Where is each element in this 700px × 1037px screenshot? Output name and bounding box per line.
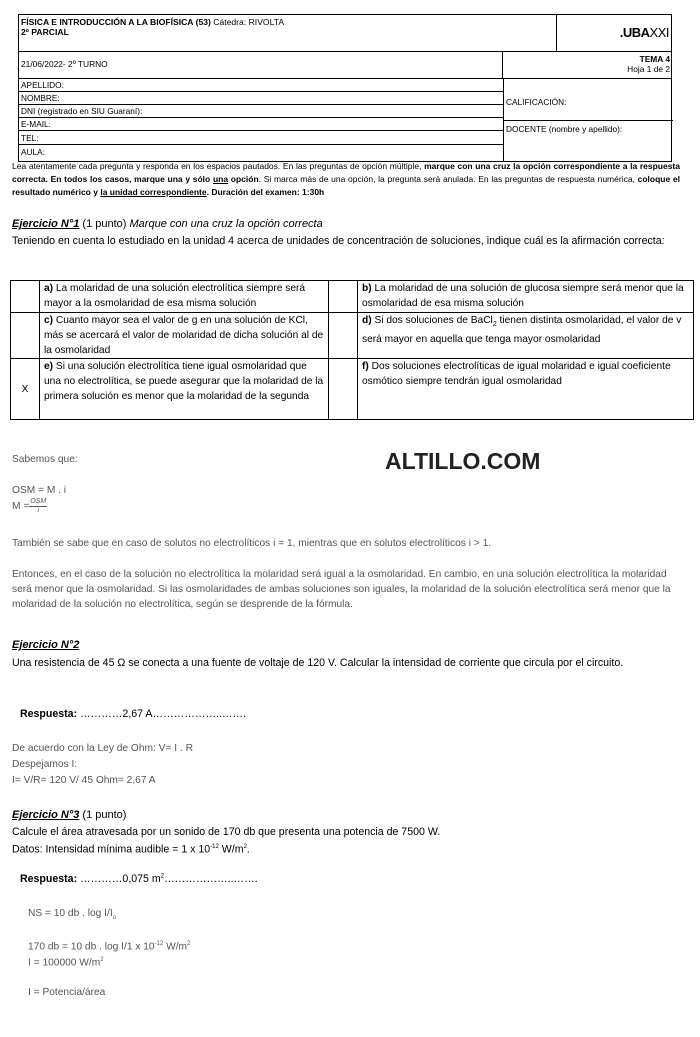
- ej1-statement: Teniendo en cuenta lo estudiado en la unidad 4 acerca de unidades de concentración de soluciones, indique cuál es la afirmación correcta:: [12, 235, 665, 247]
- instructions: Lea atentamente cada pregunta y responda en los espacios pautados. En las preguntas de opción múltiple, marque con una cruz la opción correspondiente a la respuesta correcta. En todos los casos, marque una y sólo una opción. Si marca más de una opción, la pregunta será anulada. En las preguntas de respuesta numérica, coloque el resultado numérico y la unidad correspondiente. Duración del examen: 1:30h: [12, 161, 680, 197]
- option-e[interactable]: e) Si una solución electrolítica tiene igual osmolaridad que una no electrolítica, se puede asegurar que la molaridad de la primera solución es menor que la molaridad de la segunda: [40, 359, 329, 420]
- field-email[interactable]: E-MAIL:: [19, 118, 503, 131]
- field-tel[interactable]: TEL:: [19, 132, 503, 145]
- calificacion-field[interactable]: CALIFICACIÓN:: [506, 97, 567, 107]
- sol3-line3: I = 100000 $W/m^2$: [28, 957, 104, 969]
- sol1-p1: También se sabe que en caso de solutos no electrolíticos i = 1, mientras que en solutos electrolíticos i > 1.: [12, 538, 492, 549]
- field-aula[interactable]: AULA:: [21, 147, 45, 157]
- ej1-heading: Ejercicio N°1 (1 punto) Marque con una cruz la opción correcta: [12, 218, 323, 230]
- sol2-line1: De acuerdo con la Ley de Ohm: V= I . R: [12, 743, 193, 754]
- sol3-line2: 170 db = 10 db . log I/1 x $10^{-12}$ $W/m^2$: [28, 941, 191, 953]
- sol3-line1: NS = 10 db . $\log I/I_o$: [28, 908, 117, 922]
- option-e-mark[interactable]: X: [11, 359, 40, 420]
- ej2-answer: Respuesta: …………2,67 A………………..…….: [20, 708, 247, 720]
- option-b-mark[interactable]: [329, 281, 358, 313]
- tema-label: TEMA 4: [639, 54, 670, 64]
- sol1-p2: Entonces, en el caso de la solución no electrolítica la molaridad será igual a la osmolaridad. En cambio, en una solución electrolítica la molaridad será menor que la osmolaridad. Si las osmolaridades de ambas soluciones son iguales, la molaridad de la solución electrolítica será menor que la molaridad de la solución no electrolítica, según se desprende de la fórmula.: [12, 569, 671, 610]
- ej3-data: Datos: Intensidad mínima audible = 1 x $10^{-12}$ $W/m^2$.: [12, 843, 250, 856]
- page-indicator: Hoja 1 de 2: [627, 64, 670, 74]
- ej3-answer: Respuesta: …………0,075 $m^2\dots\dots\dots\dots\dots\dots..\dots\dots$.: [20, 873, 258, 885]
- sol2-line3: I= V/R= 120 V/ 45 Ohm= 2,67 A: [12, 775, 156, 786]
- sol1-intro: Sabemos que:: [12, 454, 78, 465]
- option-d-mark[interactable]: [329, 313, 358, 359]
- option-c[interactable]: c) Cuanto mayor sea el valor de g en una solución de KCl, más se acercará el valor de molaridad de dicha solución al de la osmolaridad: [40, 313, 329, 359]
- course-title: FÍSICA E INTRODUCCIÓN A LA BIOFÍSICA (53): [21, 17, 211, 27]
- formula-m: M = $\frac{\text{OSM}}{i}$: [12, 498, 47, 514]
- option-f[interactable]: f) Dos soluciones electrolíticas de igual molaridad e igual coeficiente osmótico siempre tendrán igual osmolaridad: [358, 359, 694, 420]
- option-a-mark[interactable]: [11, 281, 40, 313]
- ej2-heading: Ejercicio N°2: [12, 639, 80, 651]
- uba-logo: .UBAXXI: [619, 25, 669, 40]
- ej2-statement: Una resistencia de 45 Ω se conecta a una fuente de voltaje de 120 V. Calcular la intensidad de corriente que circula por el circuito.: [12, 657, 624, 669]
- ej3-heading: Ejercicio N°3 (1 punto): [12, 809, 127, 821]
- field-dni[interactable]: DNI (registrado en SIU Guaraní):: [19, 105, 503, 118]
- option-b[interactable]: b) La molaridad de una solución de glucosa siempre será menor que la osmolaridad de esa misma solución: [358, 281, 694, 313]
- formula-osm: OSM = M . i: [12, 485, 67, 496]
- altillo-watermark: ALTILLO.COM: [385, 448, 541, 474]
- ej1-options-table: [10, 280, 694, 420]
- option-a[interactable]: a) La molaridad de una solución electrolítica siempre será mayor a la osmolaridad de esa misma solución: [40, 281, 329, 313]
- catedra: Cátedra: RIVOLTA: [213, 17, 285, 27]
- option-d[interactable]: d) Si dos soluciones de BaCl$_2$ tienen distinta osmolaridad, el valor de v será mayor en aquella que tenga mayor osmolaridad: [358, 313, 694, 359]
- field-apellido[interactable]: APELLIDO:: [19, 79, 503, 92]
- sol2-line2: Despejamos I:: [12, 759, 78, 770]
- parcial-label: 2º PARCIAL: [21, 27, 69, 37]
- sol3-line4: I = Potencia/área: [28, 987, 106, 998]
- exam-header: [18, 14, 672, 162]
- field-nombre[interactable]: NOMBRE:: [19, 92, 503, 105]
- docente-field[interactable]: DOCENTE (nombre y apellido):: [506, 124, 623, 134]
- ej3-statement: Calcule el área atravesada por un sonido de 170 db que presenta una potencia de 7500 W.: [12, 826, 441, 838]
- date-turn: 21/06/2022- 2º TURNO: [19, 52, 503, 78]
- option-c-mark[interactable]: [11, 313, 40, 359]
- option-f-mark[interactable]: [329, 359, 358, 420]
